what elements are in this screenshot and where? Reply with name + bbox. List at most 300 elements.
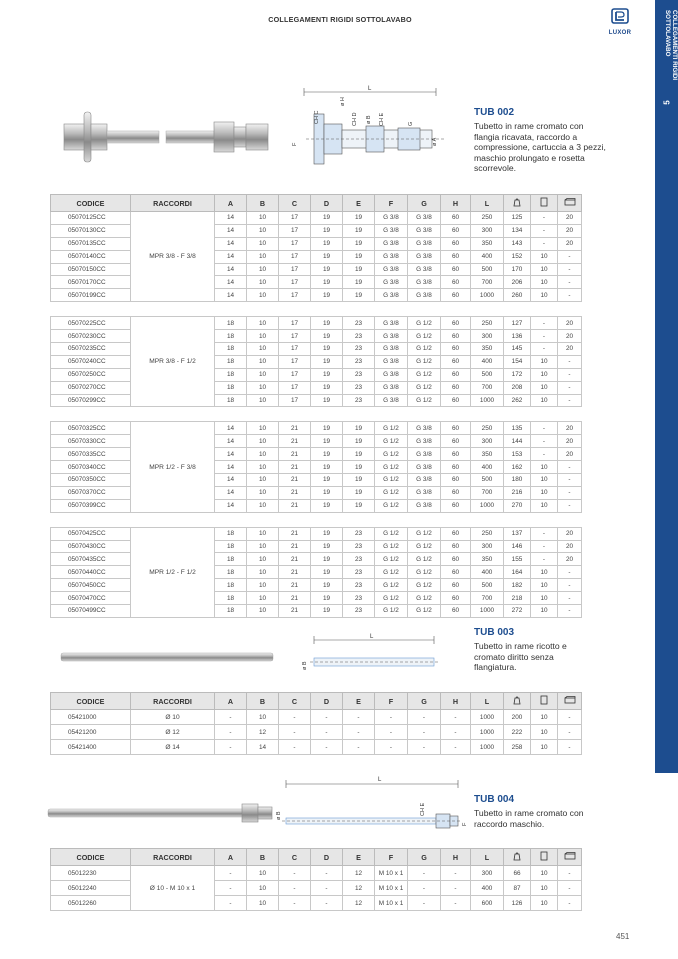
codice-cell: 05070150CC (51, 263, 131, 276)
codice-cell: 05070240CC (51, 355, 131, 368)
table-cell: 20 (558, 212, 582, 225)
table-cell: 23 (343, 553, 375, 566)
table-cell: - (408, 866, 441, 881)
table-cell: 10 (247, 540, 279, 553)
table-cell: - (311, 740, 343, 755)
table-cell: 10 (531, 250, 558, 263)
table-cell: 10 (247, 422, 279, 435)
table-cell: 10 (531, 263, 558, 276)
table-row (51, 355, 582, 368)
table-cell: 14 (247, 740, 279, 755)
col-header-b: B (247, 849, 279, 866)
codice-cell: 05070340CC (51, 461, 131, 474)
table-cell: 20 (558, 540, 582, 553)
tub004-drawing-label-oB: ø B (276, 811, 282, 820)
table-cell: G 3/8 (408, 263, 441, 276)
table-cell: 19 (311, 343, 343, 356)
table-cell: 250 (471, 317, 504, 330)
col-header-codice: CODICE (51, 693, 131, 710)
table-cell: 60 (441, 486, 471, 499)
table-cell: - (531, 224, 558, 237)
tub002-drawing-label-CHE: CH E (379, 112, 385, 126)
table-cell: 17 (279, 237, 311, 250)
table-cell: 1000 (471, 710, 504, 725)
table-row (51, 435, 582, 448)
table-row (51, 605, 582, 618)
tub004-spec-table (50, 848, 582, 911)
table-cell: 700 (471, 381, 504, 394)
table-cell: 19 (311, 317, 343, 330)
table-cell: 23 (343, 592, 375, 605)
weight-icon (513, 197, 521, 209)
table-cell: 60 (441, 330, 471, 343)
section-number: 5 (662, 100, 672, 105)
table-cell: G 3/8 (375, 276, 408, 289)
table-cell: - (215, 710, 247, 725)
table-cell: 19 (311, 499, 343, 512)
table-cell: G 1/2 (375, 566, 408, 579)
table-cell: 60 (441, 448, 471, 461)
table-cell: - (531, 553, 558, 566)
luxor-logo-icon (610, 8, 630, 24)
group-spacer-row (51, 512, 582, 527)
table-cell: G 1/2 (408, 553, 441, 566)
table-cell: 60 (441, 461, 471, 474)
table-cell: 21 (279, 605, 311, 618)
table-cell: 20 (558, 553, 582, 566)
table-cell: - (531, 527, 558, 540)
table-cell: 126 (504, 896, 531, 911)
table-row (51, 381, 582, 394)
table-cell: G 3/8 (375, 250, 408, 263)
page-number: 451 (616, 932, 630, 941)
table-cell: - (441, 725, 471, 740)
table-cell: 20 (558, 448, 582, 461)
table-row (51, 237, 582, 250)
table-cell: - (558, 381, 582, 394)
codice-cell: 05070335CC (51, 448, 131, 461)
table-cell: G 3/8 (408, 474, 441, 487)
table-cell: 60 (441, 355, 471, 368)
table-cell: - (531, 212, 558, 225)
table-cell: G 1/2 (375, 579, 408, 592)
tub003-spec-table (50, 692, 582, 755)
table-cell: 23 (343, 381, 375, 394)
table-cell: 21 (279, 499, 311, 512)
table-cell: - (441, 881, 471, 896)
table-cell: 10 (247, 276, 279, 289)
tub003-header-row (51, 693, 582, 710)
table-cell: G 3/8 (408, 224, 441, 237)
table-cell: 14 (215, 263, 247, 276)
table-cell: 19 (311, 540, 343, 553)
table-cell: 60 (441, 237, 471, 250)
tub002-drawing-label-F: F (292, 142, 298, 146)
table-cell: 19 (343, 212, 375, 225)
codice-cell: 05070430CC (51, 540, 131, 553)
col-header-g: G (408, 195, 441, 212)
col-header-h: H (441, 849, 471, 866)
table-cell: 18 (215, 540, 247, 553)
tub002-drawing-label-L: L (368, 86, 372, 92)
table-cell: G 3/8 (375, 355, 408, 368)
table-cell: G 1/2 (375, 527, 408, 540)
table-cell: 258 (504, 740, 531, 755)
table-row (51, 499, 582, 512)
table-cell: 87 (504, 881, 531, 896)
table-cell: 17 (279, 394, 311, 407)
table-cell: 10 (247, 355, 279, 368)
table-cell: 400 (471, 461, 504, 474)
tub004-technical-drawing (272, 772, 472, 832)
table-cell: 127 (504, 317, 531, 330)
table-cell: 19 (343, 250, 375, 263)
codice-cell: 05070140CC (51, 250, 131, 263)
table-cell: - (531, 317, 558, 330)
group-spacer (51, 512, 582, 527)
raccordi-cell: Ø 10 - M 10 x 1 (131, 866, 215, 911)
table-cell: - (558, 896, 582, 911)
codice-cell: 05070425CC (51, 527, 131, 540)
table-cell: G 1/2 (375, 448, 408, 461)
table-cell: 10 (247, 381, 279, 394)
table-cell: 10 (247, 289, 279, 302)
table-cell: 10 (247, 474, 279, 487)
table-cell: 60 (441, 592, 471, 605)
table-cell: - (408, 896, 441, 911)
table-cell: 21 (279, 579, 311, 592)
table-cell: 18 (215, 553, 247, 566)
table-cell: 10 (247, 553, 279, 566)
table-cell: - (558, 579, 582, 592)
table-row (51, 394, 582, 407)
table-cell: 10 (531, 499, 558, 512)
codice-cell: 05012260 (51, 896, 131, 911)
table-cell: 10 (531, 725, 558, 740)
table-cell: 10 (247, 486, 279, 499)
table-cell: G 1/2 (408, 330, 441, 343)
codice-cell: 05070299CC (51, 394, 131, 407)
codice-cell: 05070350CC (51, 474, 131, 487)
table-cell: G 1/2 (375, 461, 408, 474)
table-cell: 10 (531, 368, 558, 381)
table-cell: M 10 x 1 (375, 866, 408, 881)
table-cell: - (558, 605, 582, 618)
table-cell: G 1/2 (375, 474, 408, 487)
table-cell: - (531, 540, 558, 553)
table-cell: 19 (343, 461, 375, 474)
raccordi-cell: Ø 14 (131, 740, 215, 755)
table-cell: 21 (279, 422, 311, 435)
tub003-drawing-label-L: L (370, 634, 374, 640)
table-cell: 19 (311, 381, 343, 394)
col-header-weight (504, 693, 531, 710)
codice-cell: 05070235CC (51, 343, 131, 356)
table-cell: 21 (279, 592, 311, 605)
table-cell: 1000 (471, 725, 504, 740)
table-cell: G 3/8 (408, 435, 441, 448)
group-spacer-row (51, 407, 582, 422)
tub004-drawing-label-CHE: CH E (420, 802, 426, 816)
col-header-codice: CODICE (51, 195, 131, 212)
table-cell: 19 (343, 276, 375, 289)
table-cell: 19 (311, 212, 343, 225)
table-cell: 60 (441, 499, 471, 512)
table-cell: 10 (247, 435, 279, 448)
package-icon (564, 696, 576, 706)
codice-cell: 05070499CC (51, 605, 131, 618)
table-row (51, 474, 582, 487)
table-cell: - (531, 237, 558, 250)
table-cell: 23 (343, 394, 375, 407)
table-cell: 23 (343, 566, 375, 579)
table-row (51, 224, 582, 237)
table-cell: - (408, 725, 441, 740)
table-cell: 60 (441, 605, 471, 618)
table-cell: 18 (215, 527, 247, 540)
table-cell: 400 (471, 250, 504, 263)
table-cell: 144 (504, 435, 531, 448)
table-cell: G 3/8 (375, 368, 408, 381)
table-row (51, 527, 582, 540)
table-row (51, 710, 582, 725)
tub004-title: TUB 004 (474, 794, 515, 805)
table-cell: 19 (311, 330, 343, 343)
table-cell: - (531, 330, 558, 343)
table-cell: 19 (343, 289, 375, 302)
col-header-g: G (408, 849, 441, 866)
table-cell: 10 (247, 866, 279, 881)
table-cell: 250 (471, 422, 504, 435)
table-cell: - (558, 263, 582, 276)
table-cell: 500 (471, 579, 504, 592)
tub002-product-photo (36, 102, 272, 180)
table-cell: 17 (279, 330, 311, 343)
table-cell: 19 (311, 289, 343, 302)
codice-cell: 05070270CC (51, 381, 131, 394)
table-cell: - (279, 896, 311, 911)
table-cell: 19 (311, 422, 343, 435)
table-cell: G 3/8 (375, 212, 408, 225)
table-cell: 10 (247, 896, 279, 911)
table-cell: - (343, 725, 375, 740)
table-cell: 300 (471, 224, 504, 237)
table-cell: 10 (531, 592, 558, 605)
col-header-e: E (343, 195, 375, 212)
table-cell: 23 (343, 540, 375, 553)
table-cell: 10 (531, 276, 558, 289)
table-cell: 143 (504, 237, 531, 250)
table-cell: G 3/8 (375, 343, 408, 356)
table-cell: 19 (343, 499, 375, 512)
codice-cell: 05070330CC (51, 435, 131, 448)
table-cell: 20 (558, 237, 582, 250)
col-header-a: A (215, 849, 247, 866)
table-cell: - (279, 725, 311, 740)
table-cell: G 1/2 (408, 527, 441, 540)
table-cell: 17 (279, 381, 311, 394)
col-header-l: L (471, 849, 504, 866)
table-cell: - (215, 881, 247, 896)
tub002-technical-drawing (286, 84, 456, 184)
table-row (51, 725, 582, 740)
table-cell: G 3/8 (408, 461, 441, 474)
section-side-label: COLLEGAMENTI RIGIDI SOTTOLAVABO (664, 10, 678, 81)
table-cell: 60 (441, 276, 471, 289)
table-cell: 17 (279, 343, 311, 356)
brand-logo (600, 8, 640, 34)
box-icon (540, 695, 548, 707)
table-row (51, 368, 582, 381)
group-spacer (51, 407, 582, 422)
group-spacer (51, 302, 582, 317)
table-cell: G 1/2 (408, 592, 441, 605)
table-cell: 10 (247, 237, 279, 250)
table-cell: 17 (279, 368, 311, 381)
box-icon (540, 197, 548, 209)
raccordi-cell: MPR 1/2 - F 3/8 (131, 422, 215, 512)
table-row (51, 486, 582, 499)
table-cell: 60 (441, 566, 471, 579)
table-cell: 500 (471, 263, 504, 276)
table-cell: 19 (343, 237, 375, 250)
box-icon (540, 851, 548, 863)
table-cell: G 3/8 (408, 499, 441, 512)
table-cell: 60 (441, 343, 471, 356)
table-cell: 134 (504, 224, 531, 237)
table-cell: 700 (471, 276, 504, 289)
table-cell: 10 (531, 381, 558, 394)
codice-cell: 05070250CC (51, 368, 131, 381)
table-cell: 10 (247, 250, 279, 263)
table-cell: 60 (441, 527, 471, 540)
table-cell: 60 (441, 263, 471, 276)
codice-cell: 05070470CC (51, 592, 131, 605)
table-cell: 19 (311, 224, 343, 237)
col-header-h: H (441, 195, 471, 212)
table-cell: 500 (471, 368, 504, 381)
col-header-l: L (471, 693, 504, 710)
table-cell: - (558, 474, 582, 487)
col-header-package (558, 849, 582, 866)
table-cell: 350 (471, 237, 504, 250)
table-cell: 18 (215, 394, 247, 407)
table-cell: G 3/8 (408, 448, 441, 461)
table-cell: 21 (279, 448, 311, 461)
table-cell: - (343, 740, 375, 755)
codice-cell: 05421400 (51, 740, 131, 755)
table-cell: 23 (343, 343, 375, 356)
table-cell: - (531, 422, 558, 435)
tub003-technical-drawing (294, 630, 444, 674)
table-cell: 272 (504, 605, 531, 618)
table-cell: 350 (471, 343, 504, 356)
raccordi-cell: MPR 3/8 - F 1/2 (131, 317, 215, 407)
table-cell: 1000 (471, 605, 504, 618)
table-cell: 19 (311, 394, 343, 407)
table-cell: G 1/2 (375, 486, 408, 499)
table-cell: 162 (504, 461, 531, 474)
table-cell: - (311, 896, 343, 911)
table-cell: 300 (471, 330, 504, 343)
table-row (51, 317, 582, 330)
table-cell: 60 (441, 381, 471, 394)
table-cell: 10 (531, 605, 558, 618)
table-cell: 170 (504, 263, 531, 276)
tub002-drawing-label-CHC: CH C (314, 110, 320, 124)
table-cell: 20 (558, 527, 582, 540)
table-cell: 20 (558, 224, 582, 237)
table-cell: - (441, 896, 471, 911)
table-cell: - (558, 394, 582, 407)
table-cell: G 3/8 (408, 237, 441, 250)
table-cell: - (558, 566, 582, 579)
table-cell: 17 (279, 224, 311, 237)
table-cell: 19 (311, 250, 343, 263)
table-cell: 10 (247, 317, 279, 330)
tub002-drawing-label-G: G (408, 121, 414, 126)
table-cell: 145 (504, 343, 531, 356)
table-cell: 20 (558, 317, 582, 330)
table-row (51, 263, 582, 276)
table-cell: - (558, 289, 582, 302)
table-cell: 12 (247, 725, 279, 740)
table-cell: 23 (343, 368, 375, 381)
table-cell: 17 (279, 289, 311, 302)
table-cell: 19 (311, 527, 343, 540)
table-cell: 60 (441, 435, 471, 448)
codice-cell: 05070135CC (51, 237, 131, 250)
table-row (51, 592, 582, 605)
table-cell: G 1/2 (408, 540, 441, 553)
table-cell: - (441, 710, 471, 725)
page-header-title: COLLEGAMENTI RIGIDI SOTTOLAVABO (268, 15, 412, 24)
codice-cell: 05070225CC (51, 317, 131, 330)
table-cell: 19 (311, 461, 343, 474)
table-cell: 270 (504, 499, 531, 512)
table-cell: 10 (531, 355, 558, 368)
table-cell: 206 (504, 276, 531, 289)
col-header-weight (504, 849, 531, 866)
table-cell: 14 (215, 212, 247, 225)
col-header-a: A (215, 693, 247, 710)
table-cell: 19 (311, 368, 343, 381)
col-header-raccordi: RACCORDI (131, 693, 215, 710)
table-cell: 23 (343, 527, 375, 540)
table-cell: G 1/2 (375, 422, 408, 435)
table-cell: 20 (558, 422, 582, 435)
table-cell: 66 (504, 866, 531, 881)
table-cell: 10 (247, 566, 279, 579)
codice-cell: 05070450CC (51, 579, 131, 592)
col-header-c: C (279, 693, 311, 710)
table-cell: 200 (504, 710, 531, 725)
table-cell: 500 (471, 474, 504, 487)
table-cell: G 1/2 (408, 579, 441, 592)
table-cell: 21 (279, 540, 311, 553)
table-cell: - (343, 710, 375, 725)
table-cell: 400 (471, 355, 504, 368)
col-header-package (558, 195, 582, 212)
table-cell: 250 (471, 527, 504, 540)
table-cell: 18 (215, 343, 247, 356)
table-row (51, 881, 582, 896)
table-cell: 164 (504, 566, 531, 579)
table-cell: G 1/2 (408, 317, 441, 330)
table-cell: 60 (441, 474, 471, 487)
table-cell: 21 (279, 527, 311, 540)
table-cell: 350 (471, 448, 504, 461)
